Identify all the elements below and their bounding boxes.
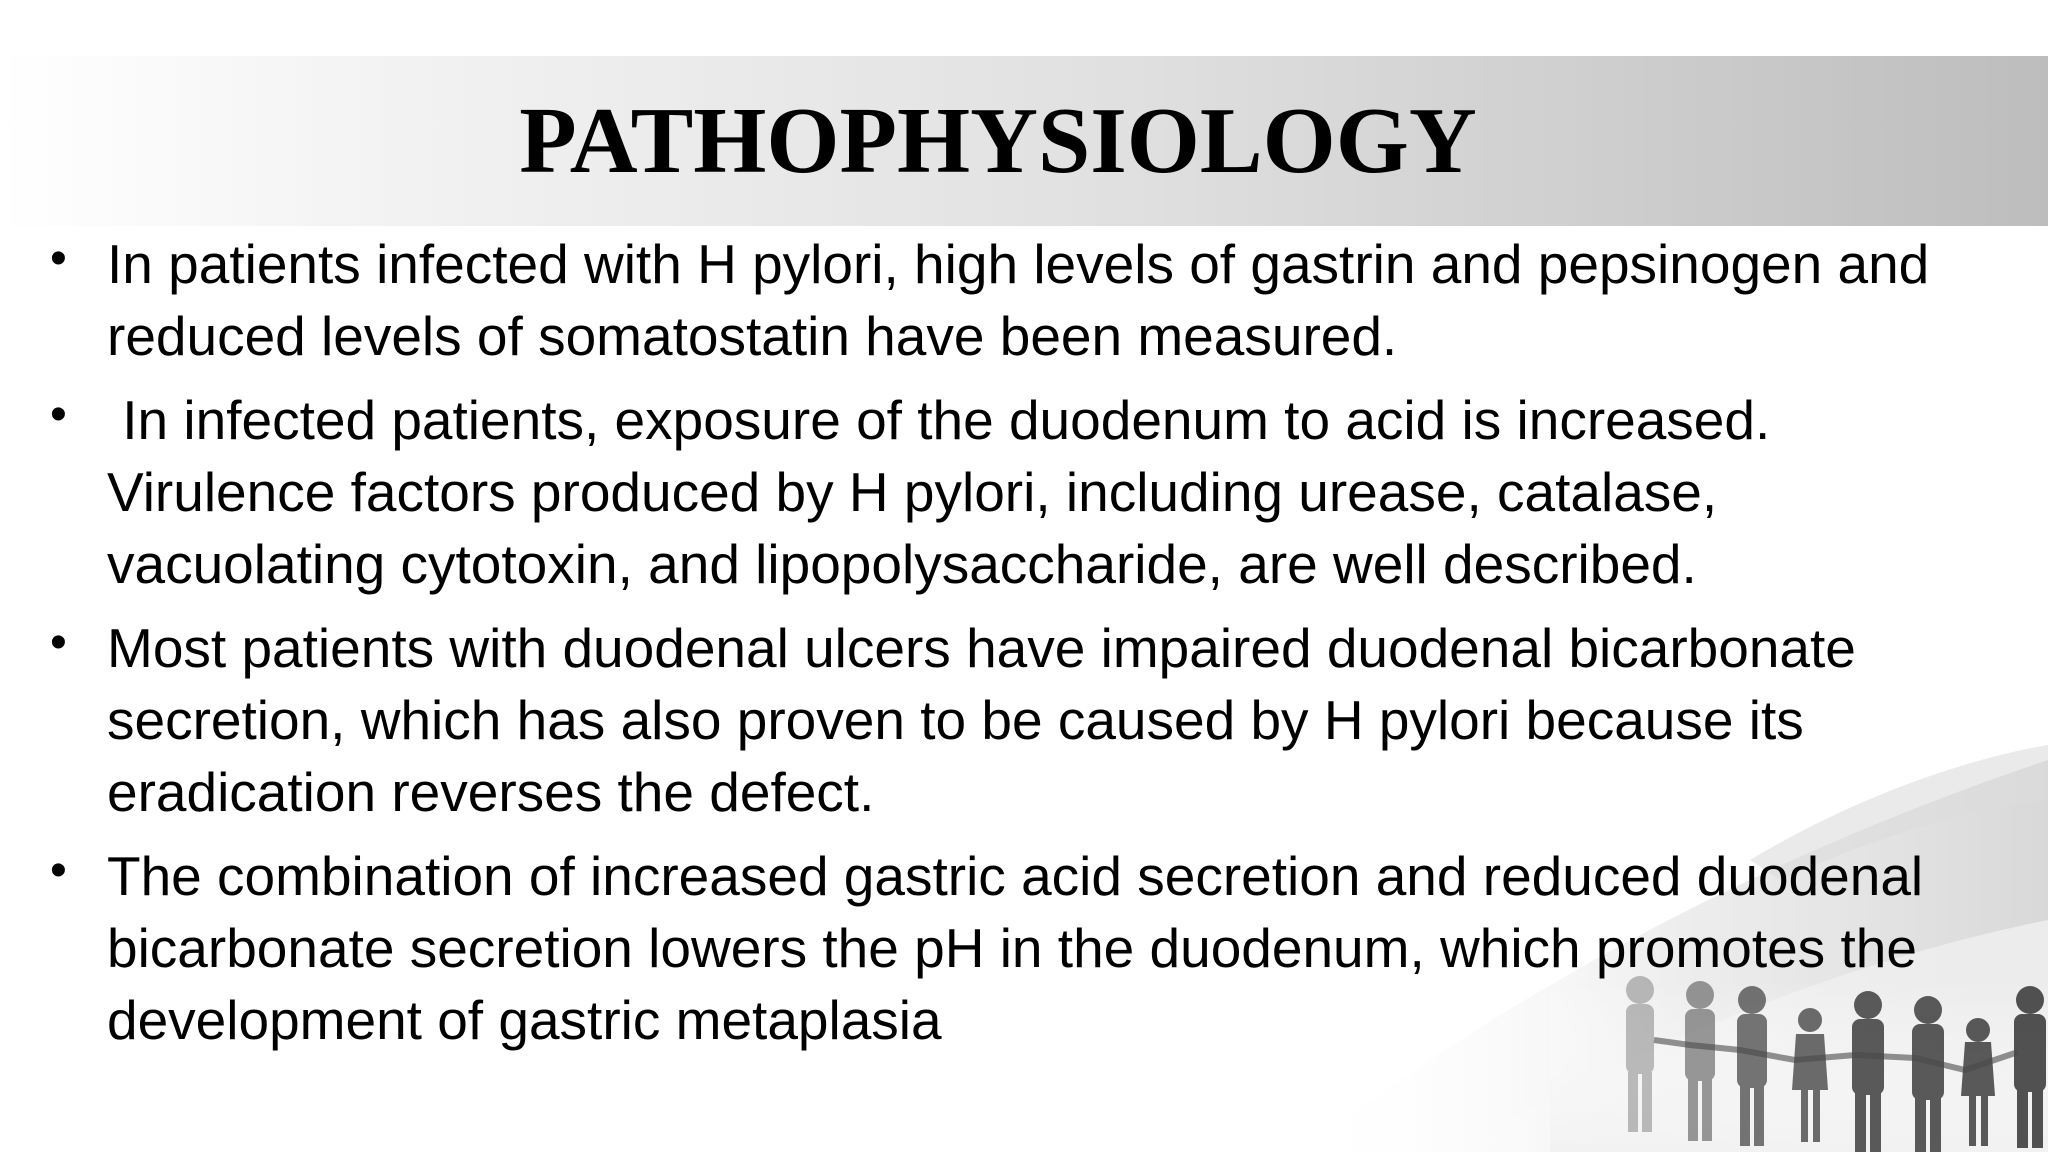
list-item [48, 384, 2008, 600]
bullet-icon: • [50, 844, 67, 897]
bullet-icon: • [50, 616, 67, 669]
bullet-list [48, 228, 2008, 1068]
slide-title: PATHOPHYSIOLOGY [519, 89, 1477, 193]
list-item [48, 228, 2008, 372]
bullet-icon: • [50, 388, 67, 441]
bullet-text: In patients infected with H pylori, high levels of gastrin and pepsinogen and reduced levels of somatostatin have been measured. [107, 233, 1945, 367]
bullet-text: Most patients with duodenal ulcers have impaired duodenal bicarbonate secretion, which has also proven to be caused by H pylori because its eradication reverses the defect. [107, 617, 1872, 823]
bullet-text: In infected patients, exposure of the duodenum to acid is increased. Virulence factors produced by H pylori, including urease, catalase, vacuolating cytotoxin, and lipopolysaccharide, are well described. [107, 389, 1786, 595]
list-item [48, 840, 2008, 1056]
bullet-icon: • [50, 232, 67, 285]
list-item [48, 612, 2008, 828]
bullet-text: The combination of increased gastric acid secretion and reduced duodenal bicarbonate secretion lowers the pH in the duodenum, which promotes the development of gastric metaplasia [107, 845, 1939, 1051]
